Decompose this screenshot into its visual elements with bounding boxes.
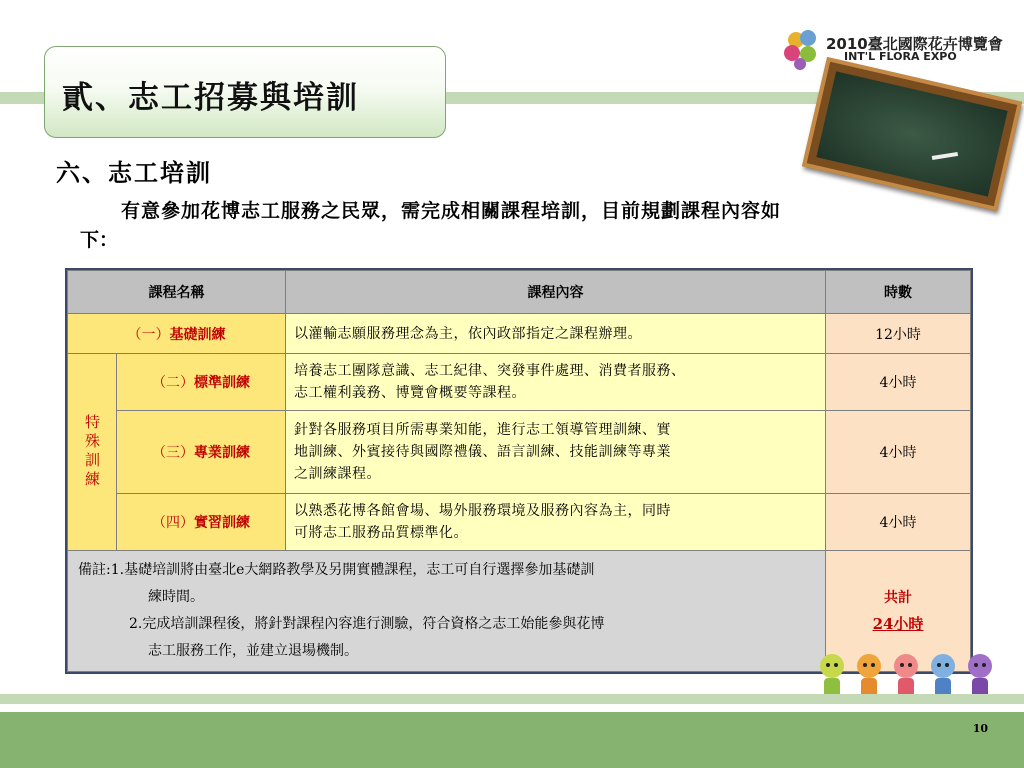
logo-title: 2010臺北國際花卉博覽會 (826, 35, 1003, 53)
course-content-professional (286, 411, 826, 494)
course-name-basic (68, 314, 286, 354)
mascot (894, 654, 918, 698)
table-row (68, 494, 971, 551)
header-course-content: 課程內容 (286, 271, 826, 314)
course-number: （四） (152, 515, 194, 531)
content-line: 志工權利義務、博覽會概要等課程。 (294, 385, 526, 401)
course-name-professional (117, 411, 286, 494)
course-content-basic: 以灌輸志願服務理念為主，依內政部指定之課程辦理。 (286, 314, 826, 354)
content-line: 可將志工服務品質標準化。 (294, 525, 468, 541)
course-name-standard (117, 354, 286, 411)
course-hours-internship: 4小時 (826, 494, 971, 551)
content-line: 之訓練課程。 (294, 466, 381, 482)
content-line: 針對各服務項目所需專業知能，進行志工領導管理訓練、實 (294, 422, 671, 438)
table-row (68, 411, 971, 494)
note-1-line1 (78, 557, 815, 584)
mascot (931, 654, 955, 698)
course-hours-professional: 4小時 (826, 411, 971, 494)
table-header-row (68, 271, 971, 314)
chalkboard-image (802, 57, 1022, 211)
note-2-line2: 志工服務工作，並建立退場機制。 (148, 643, 358, 659)
logo-subtitle: INT'L FLORA EXPO (844, 50, 957, 63)
slide-title: 貳、志工招募與培訓 (62, 80, 359, 116)
note-2-number: 2. (129, 616, 143, 632)
course-table (67, 270, 971, 672)
course-name-internship (117, 494, 286, 551)
course-title: 標準訓練 (194, 375, 250, 391)
mascot (820, 654, 844, 698)
note-2-line1 (78, 611, 815, 638)
course-content-internship (286, 494, 826, 551)
note-1-line2: 練時間。 (148, 589, 204, 605)
section-heading: 六、志工培訓 (56, 159, 212, 187)
header-hours: 時數 (826, 271, 971, 314)
course-content-standard (286, 354, 826, 411)
notes-cell (68, 551, 826, 672)
total-hours: 24小時 (872, 615, 924, 633)
note-2-text: 完成培訓課程後，將針對課程內容進行測驗，符合資格之志工始能參與花博 (142, 616, 605, 632)
note-1-number: 1. (110, 562, 125, 578)
content-line: 以熟悉花博各館會場、場外服務環境及服務內容為主，同時 (294, 503, 671, 519)
content-line: 地訓練、外賓接待與國際禮儀、語言訓練、技能訓練等專業 (294, 444, 671, 460)
intro-text-line2: 下： (80, 229, 119, 251)
table-row (68, 314, 971, 354)
footer-stripe (0, 694, 1024, 704)
special-training-label: 特殊訓練 (68, 354, 117, 551)
total-label: 共計 (884, 590, 912, 606)
note-1-text: 基礎培訓將由臺北e大網路教學及另開實體課程，志工可自行選擇參加基礎訓 (124, 562, 595, 578)
course-title: 實習訓練 (194, 515, 250, 531)
content-line: 培養志工團隊意識、志工紀律、突發事件處理、消費者服務、 (294, 363, 686, 379)
course-hours-standard: 4小時 (826, 354, 971, 411)
table-row (68, 354, 971, 411)
mascot (968, 654, 992, 698)
intro-text-line1: 有意參加花博志工服務之民眾，需完成相關課程培訓，目前規劃課程內容如 (121, 200, 782, 222)
footer-band (0, 712, 1024, 768)
header-course-name: 課程名稱 (68, 271, 286, 314)
notes-prefix: 備註: (78, 562, 111, 578)
course-number: （三） (152, 445, 194, 461)
course-title: 專業訓練 (194, 445, 250, 461)
page-number: 10 (972, 722, 988, 735)
course-hours-basic: 12小時 (826, 314, 971, 354)
course-title: 基礎訓練 (169, 326, 226, 343)
course-number: （一） (127, 326, 170, 343)
course-number: （二） (152, 375, 194, 391)
mascot (857, 654, 881, 698)
chalkboard-surface (816, 71, 1007, 196)
